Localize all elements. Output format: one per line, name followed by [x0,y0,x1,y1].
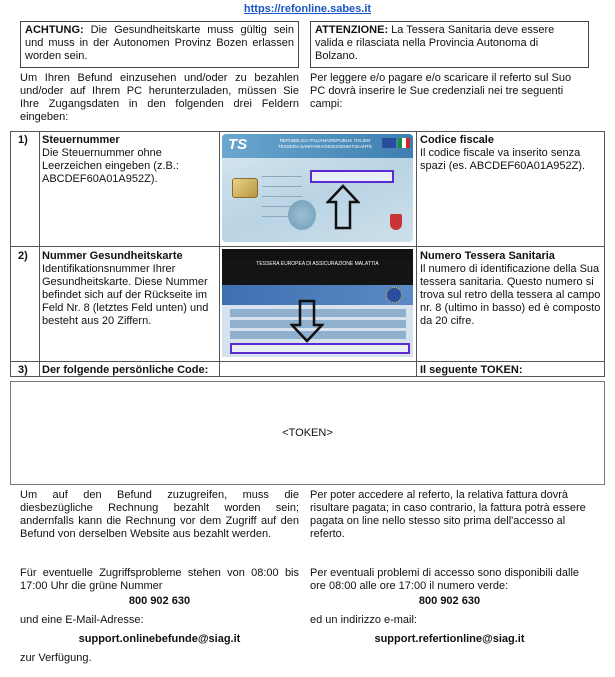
tax-code-highlight [310,170,394,183]
warning-de-text: Die Gesundheitskarte muss gültig sein und muss in der Autonomen Provinz Bozen erlassen worden sein. [25,24,294,62]
step-number: 3) [18,364,28,376]
step-1-it [420,134,602,173]
footer-de-closing: zur Verfügung. [20,652,92,664]
steps-table [10,131,605,377]
step-1-de-title: Steuernummer [42,134,120,146]
table-divider [11,246,604,247]
card-header-text [270,138,380,150]
footer-it-text2: Per eventuali problemi di accesso sono disponibili dalle ore 08:00 alle ore 17:00 il numero verde: [310,567,580,592]
phone-number-de: 800 902 630 [128,595,191,607]
warning-de-label: ACHTUNG: [25,24,84,36]
token-box [10,381,605,485]
table-divider [39,132,40,376]
health-card-front-image [222,134,413,242]
footer-it-email-intro: ed un indirizzo e-mail: [310,614,417,626]
emblem-icon [288,200,316,230]
step-2-it [420,250,602,328]
step-3-it-title: Il seguente TOKEN: [420,364,523,376]
eu-stars-icon [386,287,402,303]
step-2-de-title: Nummer Gesundheitskarte [42,250,183,262]
card-back-header: TESSERA EUROPEA DI ASSICURAZIONE MALATTIA [256,261,379,267]
card-header-line2: TESSERA SANITARIA/GESUNDHEITSKARTE [277,144,373,149]
province-crest-icon [390,214,402,230]
warning-it [310,21,589,68]
step-2-de [42,250,214,328]
warning-de [20,21,299,68]
step-2-it-text: Il numero di identificazione della Sua tessera sanitaria. Questo numero si trova sul retro della tessera al campo nr. 8 (ultimo in basso) ed è composto da 20 cifre. [420,263,601,327]
footer-it-text1: Per poter accedere al referto, la relativa fattura dovrà risultare pagata; in caso contrario, la fattura potrà essere pagata on line nello stesso sito prima dell'accesso al referto. [310,489,586,540]
step-1-de [42,134,214,186]
step-number: 1) [18,134,28,146]
card-number-highlight [230,343,410,354]
footer-de-text1: Um auf den Befund zuzugreifen, muss die diesbezügliche Rechnung bezahlt worden sein; andernfalls kann die Rechnung vor dem Zugriff auf den Befund von derselben Website aus bezahlt werden. [20,489,299,540]
step-2-it-title: Numero Tessera Sanitaria [420,250,555,262]
magnetic-stripe [222,249,413,259]
arrow-up-icon [326,184,360,230]
step-number: 2) [18,250,28,262]
email-it-link[interactable]: support.refertionline@siag.it [374,633,525,645]
warning-it-label: ATTENZIONE: [315,24,389,36]
warning-it-text: La Tessera Sanitaria deve essere valida e rilasciata nella Provincia Autonoma di Bolzano. [315,24,555,62]
footer-de-text2: Für eventuelle Zugriffsprobleme stehen von 08:00 bis 17:00 Uhr die grüne Nummer [20,567,299,592]
intro-de: Um Ihren Befund einzusehen und/oder zu bezahlen und/oder auf Ihrem PC herunterzuladen, müssen Sie Ihre Zugangsdaten in den folgenden drei Feldern eingeben: [20,72,299,123]
step-2-de-text: Identifikationsnummer Ihrer Gesundheitskarte. Diese Nummer befindet sich auf der Rückseite im Feld Nr. 8 (letztes Feld unten) und besteht aus 20 Ziffern. [42,263,209,327]
token-placeholder: <TOKEN> [282,427,333,439]
eu-flag-icon [382,138,396,148]
table-divider [416,132,417,376]
site-url-link[interactable]: https://refonline.sabes.it [243,3,372,15]
arrow-down-icon [290,299,324,343]
card-logo: TS [228,136,248,153]
footer-de-email-intro: und eine E-Mail-Adresse: [20,614,144,626]
step-1-it-title: Codice fiscale [420,134,494,146]
step-1-it-text: Il codice fiscale va inserito senza spazi (es. ABCDEF60A01A952Z). [420,147,586,172]
italy-flag-icon-red [406,138,410,148]
phone-number-it: 800 902 630 [418,595,481,607]
health-card-back-image [222,249,413,357]
chip-icon [232,178,258,198]
intro-it: Per leggere e/o pagare e/o scaricare il referto sul Suo PC dovrà inserire le Sue credenziali nei tre seguenti campi: [310,72,572,110]
table-divider [219,132,220,376]
card-header-line1: REPUBBLICA ITALIANA/REPUBLIK ITALIEN [279,138,371,143]
email-de-link[interactable]: support.onlinebefunde@siag.it [78,633,241,645]
step-3-de-title: Der folgende persönliche Code: [42,364,209,376]
card-back-band [222,259,413,285]
step-1-de-text: Die Steuernummer ohne Leerzeichen eingeben (z.B.: ABCDEF60A01A952Z). [42,147,179,185]
table-divider [11,361,604,362]
